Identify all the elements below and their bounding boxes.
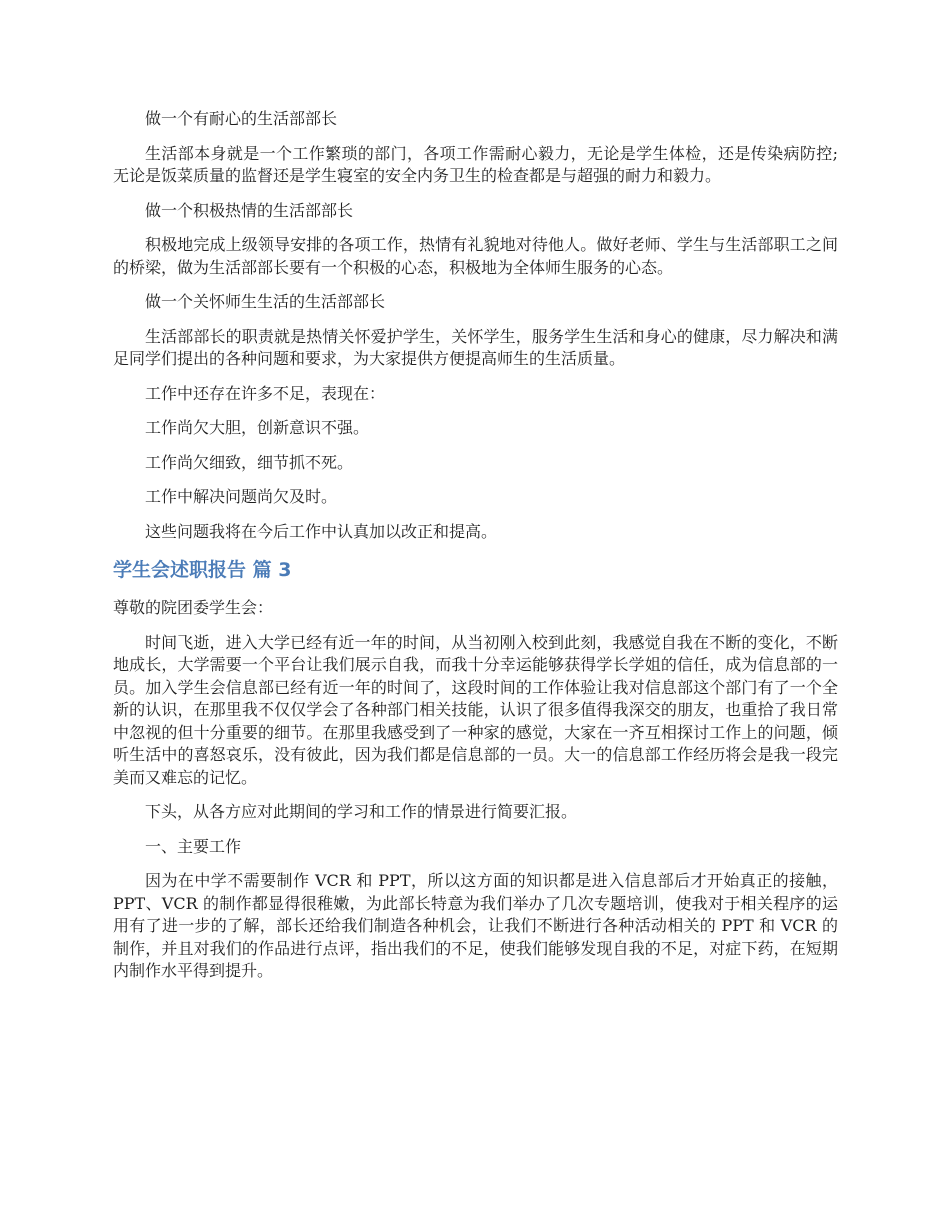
subheading-care: 做一个关怀师生生活的生活部部长 bbox=[145, 292, 386, 311]
shortcoming-item: 工作尚欠大胆，创新意识不强。 bbox=[145, 418, 370, 437]
shortcoming-item: 工作尚欠细致，细节抓不死。 bbox=[145, 452, 354, 472]
subheading-patience: 做一个有耐心的生活部部长 bbox=[145, 109, 338, 128]
paragraph-main-work: 因为在中学不需要制作 VCR 和 PPT，所以这方面的知识都是进入信息部后才开始真正的接触，PPT、VCR 的制作都显得很稚嫩，为此部长特意为我们举办了几次专题培训，使我对于相关程序的运用有了进一步的了解，部长还给我们制造各种机会，让我们不断进行各种活动相关的 PPT 和 VCR 的制作，并且对我们的作品进行点评，指出我们的不足，使我们能够发现自我的不足，对症下药，在短期内制作水平得到提升。 bbox=[113, 871, 838, 980]
paragraph-enthusiasm: 积极地完成上级领导安排的各项工作，热情有礼貌地对待他人。做好老师、学生与生活部职工之间的桥梁，做为生活部部长要有一个积极的心态，积极地为全体师生服务的心态。 bbox=[113, 235, 838, 277]
paragraph-care: 生活部部长的职责就是热情关怀爱护学生，关怀学生，服务学生生活和身心的健康，尽力解决和满足同学们提出的各种问题和要求，为大家提供方便提高师生的生活质量。 bbox=[113, 326, 838, 368]
document-body bbox=[113, 108, 838, 995]
shortcoming-item: 工作中解决问题尚欠及时。 bbox=[145, 487, 338, 506]
section-heading: 学生会述职报告 篇 3 bbox=[113, 559, 292, 581]
paragraph-patience: 生活部本身就是一个工作繁琐的部门，各项工作需耐心毅力，无论是学生体检，还是传染病防控;无论是饭菜质量的监督还是学生寝室的安全内务卫生的检查都是与超强的耐力和毅力。 bbox=[113, 143, 838, 185]
subheading-main-work: 一、主要工作 bbox=[145, 836, 242, 856]
salutation: 尊敬的院团委学生会： bbox=[113, 598, 274, 617]
paragraph-summary: 下头，从各方应对此期间的学习和工作的情景进行简要汇报。 bbox=[145, 802, 578, 821]
closing-statement: 这些问题我将在今后工作中认真加以改正和提高。 bbox=[145, 521, 498, 541]
subheading-enthusiasm: 做一个积极热情的生活部部长 bbox=[145, 200, 354, 220]
paragraph-intro: 时间飞逝，进入大学已经有近一年的时间，从当初刚入校到此刻，我感觉自我在不断的变化，不断地成长，大学需要一个平台让我们展示自我，而我十分幸运能够获得学长学姐的信任，成为信息部的一员。加入学生会信息部已经有近一年的时间了，这段时间的工作体验让我对信息部这个部门有了一个全新的认识，在那里我不仅仅学会了各种部门相关技能，认识了很多值得我深交的朋友，也重拾了我日常中忽视的但十分重要的细节。在那里我感受到了一种家的感觉，大家在一齐互相探讨工作上的问题，倾听生活中的喜怒哀乐，没有彼此，因为我们都是信息部的一员。大一的信息部工作经历将会是我一段完美而又难忘的记忆。 bbox=[113, 632, 838, 787]
shortcomings-intro: 工作中还存在许多不足，表现在： bbox=[145, 383, 386, 403]
